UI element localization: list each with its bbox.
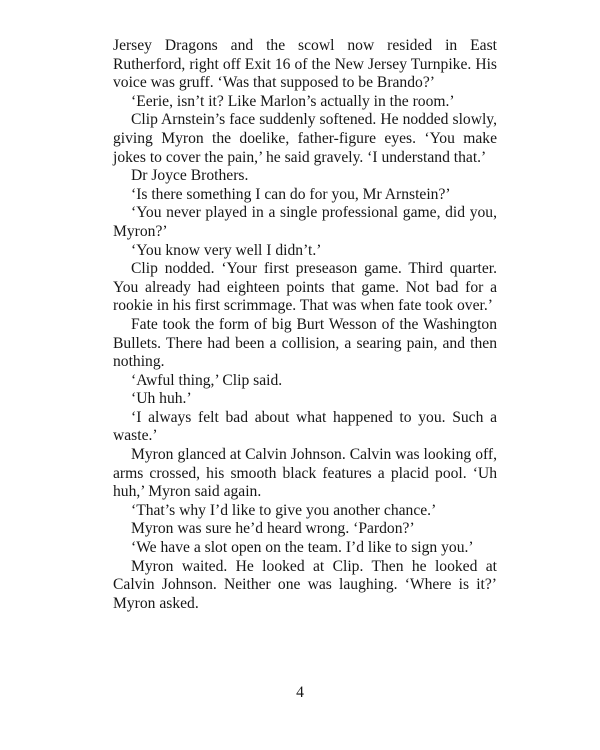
paragraph: Clip Arnstein’s face suddenly softened. He nodded slowly, giving Myron the doelike, father-figure eyes. ‘You make jokes to cover the pain,’ he said gravely. ‘I understand that.’ <box>113 111 497 166</box>
paragraph: Myron was sure he’d heard wrong. ‘Pardon?’ <box>131 520 415 538</box>
paragraph: Clip nodded. ‘Your first preseason game. Third quarter. You already had eighteen points that game. Not bad for a rookie in his first scrimmage. That was when fate took over.’ <box>113 260 497 315</box>
paragraph: Dr Joyce Brothers. <box>131 167 249 185</box>
paragraph: Jersey Dragons and the scowl now resided in East Rutherford, right off Exit 16 of the New Jersey Turnpike. His voice was gruff. ‘Was that supposed to be Brando?’ <box>113 37 497 92</box>
paragraph: ‘I always felt bad about what happened to you. Such a waste.’ <box>113 408 497 445</box>
paragraph: ‘That’s why I’d like to give you another chance.’ <box>131 501 437 519</box>
paragraph: ‘Eerie, isn’t it? Like Marlon’s actually in the room.’ <box>131 92 455 110</box>
paragraph: ‘We have a slot open on the team. I’d like to sign you.’ <box>131 539 474 557</box>
paragraph: ‘You know very well I didn’t.’ <box>131 241 322 259</box>
paragraph: Myron waited. He looked at Clip. Then he looked at Calvin Johnson. Neither one was laughing. ‘Where is it?’ Myron asked. <box>113 557 497 612</box>
page-number: 4 <box>296 684 304 701</box>
paragraph: Myron glanced at Calvin Johnson. Calvin was looking off, arms crossed, his smooth black features a placid pool. ‘Uh huh,’ Myron said again. <box>113 446 497 501</box>
body-text <box>113 37 497 613</box>
paragraph: ‘Uh huh.’ <box>131 390 192 408</box>
paragraph: ‘Is there something I can do for you, Mr Arnstein?’ <box>131 185 451 203</box>
paragraph: ‘You never played in a single professional game, did you, Myron?’ <box>113 204 497 240</box>
paragraph: ‘Awful thing,’ Clip said. <box>131 371 283 389</box>
paragraph: Fate took the form of big Burt Wesson of the Washington Bullets. There had been a collision, a searing pain, and then nothing. <box>113 315 497 371</box>
